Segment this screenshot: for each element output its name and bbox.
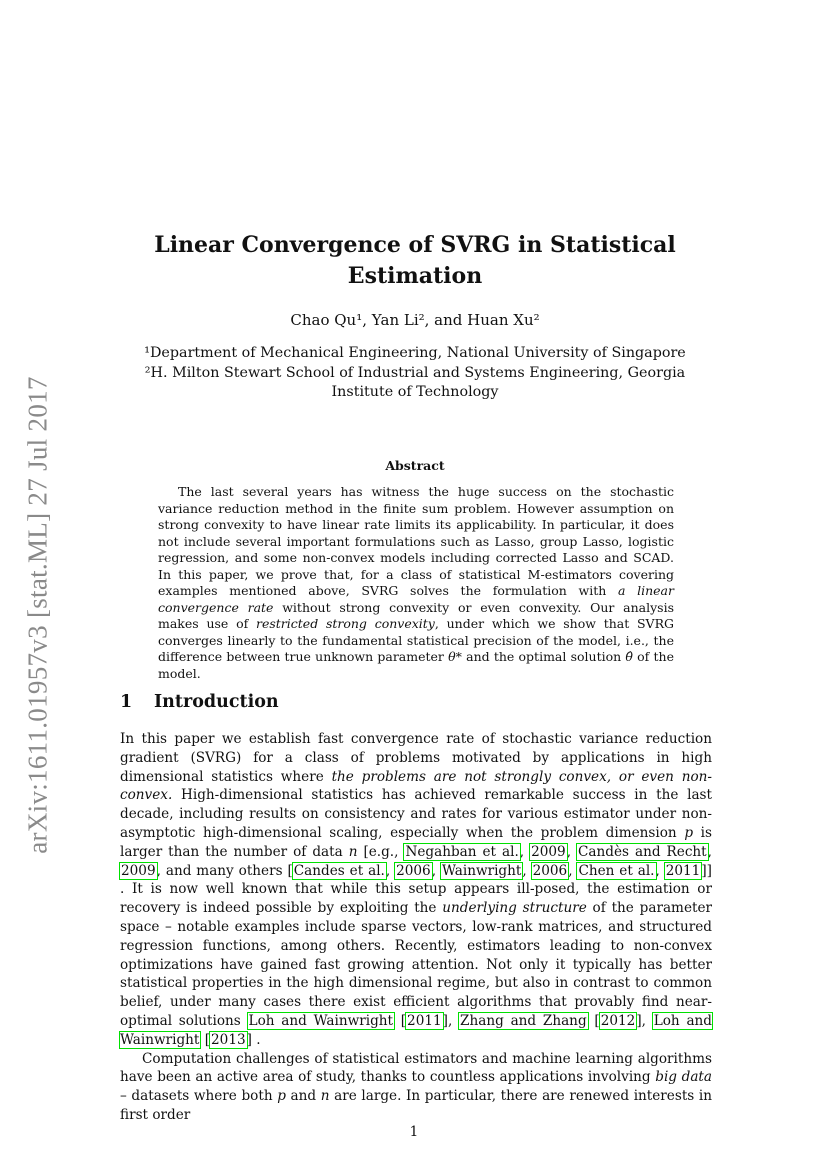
citation-link[interactable]: 2012 — [600, 1012, 636, 1029]
math-theta-hat: θ̂ — [625, 649, 633, 664]
author-list: Chao Qu¹, Yan Li², and Huan Xu² — [290, 311, 540, 329]
abstract-heading: Abstract — [385, 458, 445, 473]
page-number: 1 — [409, 1124, 419, 1140]
citation-link[interactable]: Chen et al. — [578, 862, 655, 879]
section-heading — [120, 692, 279, 712]
affiliation-2: ²H. Milton Stewart School of Industrial and Systems Engineering, Georgia Institute of Technology — [144, 364, 686, 400]
section-number: 1 — [120, 692, 133, 712]
abstract-emphasis: a linear convergence rate — [158, 583, 674, 615]
citation-link[interactable]: 2009 — [121, 862, 156, 879]
citation-link[interactable]: Loh and Wainwright — [120, 1012, 713, 1048]
abstract-emphasis: restricted strong convexity — [255, 616, 435, 631]
math-theta-star: θ* — [448, 649, 462, 664]
citation-link[interactable]: 2013 — [211, 1031, 246, 1048]
paper-title: Linear Convergence of SVRG in Statistical Estimation — [154, 232, 676, 289]
citation-link[interactable]: 2006 — [532, 862, 568, 879]
affiliations — [130, 344, 700, 403]
citation-link[interactable]: Candès and Recht — [578, 843, 707, 860]
section-title: Introduction — [154, 692, 279, 712]
citation-link[interactable]: 2011 — [665, 862, 701, 879]
intro-paragraph-1: In this paper we establish fast convergence rate of stochastic variance reduction gradient (SVRG) for a class of problems motivated by applications in high dimensional statistics where the problems are not strongly convex, or even non-convex. High-dimensional statistics has achieved remarkable success in the last decade, including results on consistency and rates for various estimator under non-asymptotic high-dimensional scaling, especially when the problem dimension p is larger than the number of data n [e.g., Negahban et al., 2009, Candès and Recht, 2009, and many others [Candes et al., 2006, Wainwright, 2006, Chen et al., 2011]] . It is now well known that while this setup appears ill-posed, the estimation or recovery is indeed possible by exploiting the underlying structure of the parameter space – notable examples include sparse vectors, low-rank matrices, and structured regression functions, among others. Recently, estimators leading to non-convex optimizations have gained fast growing attention. Not only it typically has better statistical properties in the high dimensional regime, but also in contrast to common belief, under many cases there exist efficient algorithms that provably find near-optimal solutions Loh and Wainwright [2011], Zhang and Zhang [2012], Loh and Wainwright [2013] . — [120, 731, 713, 1048]
intro-body — [120, 730, 712, 1125]
abstract-text: The last several years has witness the huge success on the stochastic variance reduction method in the finite sum problem. However assumption on strong convexity to have linear rate limits its applicability. In particular, it does not include several important formulations such as Lasso, group Lasso, logistic regression, and some non-convex models including corrected Lasso and SCAD. In this paper, we prove that, for a class of statistical M-estimators covering examples mentioned above, SVRG solves the formulation with a linear convergence rate without strong convexity or even convexity. Our analysis makes use of restricted strong convexity, under which we show that SVRG converges linearly to the fundamental statistical precision of the model, i.e., the difference between true unknown parameter θ* and the optimal solution θ̂ of the model. — [158, 484, 675, 681]
citation-link[interactable]: Loh and Wainwright — [248, 1012, 393, 1029]
citation-link[interactable]: Wainwright — [441, 862, 522, 879]
intro-paragraph-2: Computation challenges of statistical estimators and machine learning algorithms have been an active area of study, thanks to countless applications involving big data – datasets where both p and n are large. In particular, there are renewed interests in first order — [120, 1050, 712, 1123]
arxiv-side-stamp: arXiv:1611.01957v3 [stat.ML] 27 Jul 2017 — [22, 376, 53, 854]
citation-link[interactable]: 2011 — [407, 1012, 442, 1029]
citation-link[interactable]: 2009 — [531, 843, 566, 860]
citation-link[interactable]: Candes et al. — [293, 862, 385, 879]
citation-link[interactable]: 2006 — [396, 862, 431, 879]
citation-link[interactable]: Negahban et al. — [405, 843, 519, 860]
citation-link[interactable]: Zhang and Zhang — [460, 1012, 587, 1029]
affiliation-1: ¹Department of Mechanical Engineering, National University of Singapore — [144, 345, 686, 361]
